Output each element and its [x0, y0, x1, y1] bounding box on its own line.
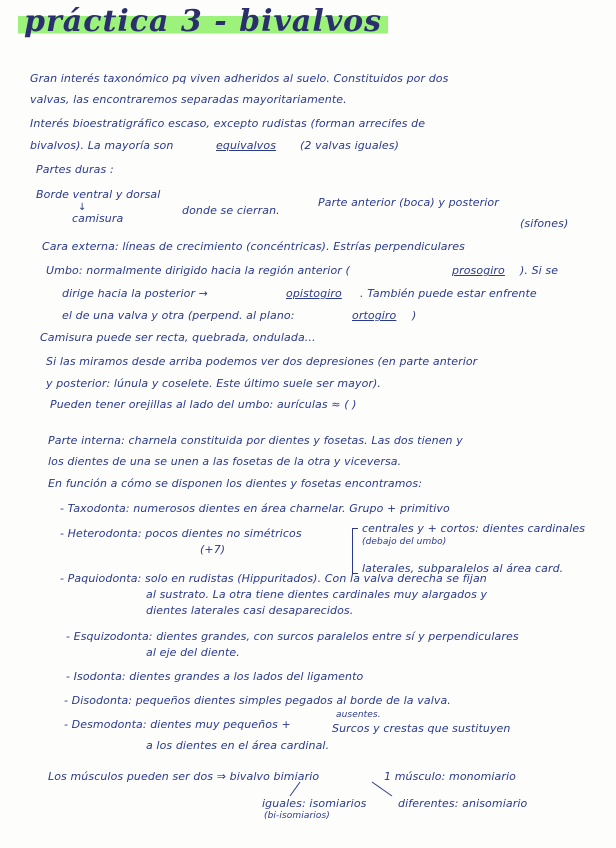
- text-line: Cara externa: líneas de crecimiento (concéntricas). Estrías perpendiculares: [42, 240, 465, 253]
- text-line: Parte anterior (boca) y posterior: [318, 196, 499, 209]
- text-line: donde se cierran.: [182, 204, 280, 217]
- text-line: (debajo del umbo): [362, 537, 447, 547]
- text-line: 1 músculo: monomiario: [384, 770, 516, 783]
- text-line: y posterior: lúnula y coselete. Este último suele ser mayor).: [46, 377, 382, 390]
- arrow-icon: [290, 782, 300, 796]
- text-line: (bi-isomiarios): [264, 811, 330, 821]
- text-line: al eje del diente.: [146, 646, 240, 659]
- text-line: dirige hacia la posterior →: [62, 287, 208, 300]
- text-line: diferentes: anisomiario: [398, 797, 528, 810]
- text-line: Camisura puede ser recta, quebrada, ondulada...: [40, 331, 316, 344]
- text-line: (2 valvas iguales): [300, 139, 399, 152]
- list-item: - Heterodonta: pocos dientes no simétricos: [60, 527, 302, 540]
- text-line: ). Si se: [520, 264, 559, 277]
- list-item: - Taxodonta: numerosos dientes en área charnelar. Grupo + primitivo: [60, 502, 450, 515]
- underlined-term: opistogiro: [286, 287, 342, 300]
- text-line: Los músculos pueden ser dos ⇒ bivalvo bimiario: [48, 770, 320, 783]
- text-line: el de una valva y otra (perpend. al plano:: [62, 309, 295, 322]
- text-line: Pueden tener orejillas al lado del umbo: aurículas ≈ ( ): [50, 398, 357, 411]
- text-line: dientes laterales casi desaparecidos.: [146, 604, 354, 617]
- text-line: Gran interés taxonómico pq viven adheridos al suelo. Constituidos por dos: [30, 72, 449, 85]
- text-line: ausentes.: [336, 710, 381, 720]
- text-line: los dientes de una se unen a las fosetas de la otra y viceversa.: [48, 455, 402, 468]
- text-line: . También puede estar enfrente: [360, 287, 537, 300]
- text-line: Interés bioestratigráfico escaso, excepto rudistas (forman arrecifes de: [30, 117, 426, 130]
- text-line: Umbo: normalmente dirigido hacia la región anterior (: [46, 264, 350, 277]
- text-line: Surcos y crestas que sustituyen: [332, 722, 511, 735]
- arrow-icon: [372, 782, 392, 796]
- text-line: (sifones): [520, 217, 569, 230]
- list-item: - Disodonta: pequeños dientes simples pegados al borde de la valva.: [64, 694, 451, 707]
- text-line: iguales: isomiarios: [262, 797, 367, 810]
- text-line: a los dientes en el área cardinal.: [146, 739, 330, 752]
- text-line: En función a cómo se disponen los dientes y fosetas encontramos:: [48, 477, 423, 490]
- text-line: Borde ventral y dorsal: [36, 188, 161, 201]
- underlined-term: ortogiro: [352, 309, 397, 322]
- text-line: valvas, las encontraremos separadas mayoritariamente.: [30, 93, 347, 106]
- text-line: laterales, subparalelos al área card.: [362, 562, 564, 575]
- underlined-term: equivalvos: [216, 139, 277, 152]
- text-line: (+7): [200, 543, 226, 556]
- text-line: centrales y + cortos: dientes cardinales: [362, 522, 586, 535]
- text-line: al sustrato. La otra tiene dientes cardinales muy alargados y: [146, 588, 488, 601]
- text-line: ): [412, 309, 417, 322]
- section-heading: Partes duras :: [36, 163, 114, 176]
- underlined-term: prosogiro: [452, 264, 505, 277]
- text-line: Si las miramos desde arriba podemos ver dos depresiones (en parte anterior: [46, 355, 478, 368]
- list-item: - Isodonta: dientes grandes a los lados del ligamento: [66, 670, 364, 683]
- list-item: - Paquiodonta: solo en rudistas (Hippuritados). Con la valva derecha se fijan: [60, 572, 487, 585]
- list-item: - Esquizodonta: dientes grandes, con surcos paralelos entre sí y perpendiculares: [66, 630, 519, 643]
- text-line: bivalvos). La mayoría son: [30, 139, 174, 152]
- page-title: práctica 3 - bivalvos: [18, 4, 388, 39]
- list-item: - Desmodonta: dientes muy pequeños +: [64, 718, 291, 731]
- text-line: Parte interna: charnela constituida por dientes y fosetas. Las dos tienen y: [48, 434, 463, 447]
- arrow-down-icon: ↓: [78, 202, 87, 213]
- text-line: camisura: [72, 212, 124, 225]
